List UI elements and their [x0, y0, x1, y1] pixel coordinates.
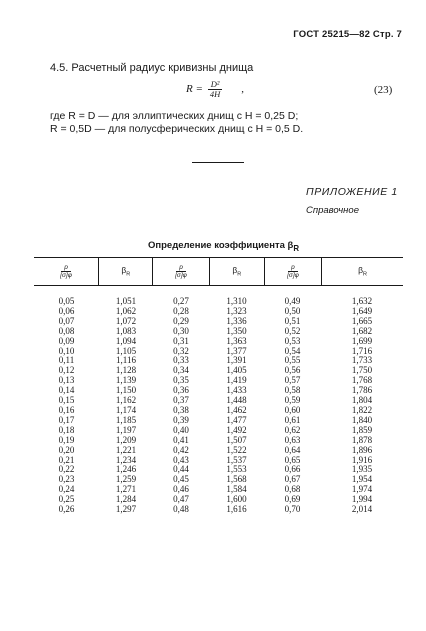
formula	[186, 80, 244, 99]
separator-rule	[192, 162, 244, 163]
appendix-subtitle: Справочное	[306, 205, 359, 216]
p-den: [σ]φ	[287, 272, 299, 279]
table-cell: 1,750	[351, 365, 373, 376]
table-cell: 0,30	[173, 325, 189, 336]
table-cell: 0,48	[173, 504, 189, 515]
table-cell: 1,246	[115, 464, 137, 475]
table-cell: 0,28	[173, 305, 189, 316]
table-cell: 1,682	[351, 325, 373, 336]
table-cell: 0,43	[173, 454, 189, 465]
table-cell: 1,840	[351, 414, 373, 425]
table-cell: 1,584	[226, 484, 247, 495]
header-p-ratio-2	[153, 258, 209, 285]
p-num: p	[176, 264, 186, 272]
table-header	[34, 258, 403, 286]
table-cell: 0,57	[284, 375, 301, 386]
table-cell: 0,08	[58, 325, 75, 336]
p-num: p	[288, 264, 298, 272]
table-cell: 0,58	[284, 385, 301, 396]
table-cell: 0,37	[173, 395, 189, 406]
table-cell: 0,05	[58, 296, 75, 306]
table-cell: 1,336	[226, 315, 247, 326]
table-cell: 1,259	[115, 474, 137, 485]
table-body	[34, 286, 403, 515]
table-cell: 1,448	[226, 395, 247, 406]
table-cell: 0,38	[173, 404, 189, 415]
table-cell: 0,07	[58, 315, 75, 326]
table-cell: 0,41	[173, 434, 189, 445]
formula-fraction	[207, 80, 223, 99]
column-p-1	[34, 297, 99, 515]
table-cell: 0,50	[284, 305, 301, 316]
where-line-2: R = 0,5D — для полусферических днищ с H = 0,5 D.	[50, 123, 304, 135]
header-p-ratio-3	[265, 258, 322, 285]
table-cell: 1,859	[351, 424, 373, 435]
beta-sub: R	[237, 271, 242, 278]
table-title-subscript: R	[293, 243, 300, 253]
coefficient-table	[34, 257, 403, 515]
formula-denominator: 4H	[209, 88, 221, 99]
table-cell: 1,405	[226, 365, 247, 376]
table-cell: 1,350	[226, 325, 247, 336]
table-title-text: Определение коэффициента β	[148, 240, 294, 251]
beta-symbol: β	[358, 265, 363, 276]
beta-symbol: β	[121, 265, 127, 276]
table-cell: 1,284	[115, 494, 137, 505]
table-cell: 1,083	[115, 325, 137, 336]
table-cell: 1,462	[226, 404, 247, 415]
table-cell: 1,768	[351, 375, 373, 386]
table-cell: 0,22	[58, 464, 75, 475]
table-cell: 0,29	[173, 315, 189, 326]
page-header: ГОСТ 25215—82 Стр. 7	[293, 29, 402, 40]
table-cell: 0,53	[284, 335, 301, 346]
beta-sub: R	[126, 271, 131, 278]
table-cell: 1,699	[351, 335, 373, 346]
table-cell: 1,072	[115, 315, 137, 326]
table-cell: 0,63	[284, 434, 301, 445]
table-cell: 1,116	[116, 355, 136, 366]
table-cell: 1,209	[115, 434, 137, 445]
table-cell: 0,40	[173, 424, 189, 435]
table-cell: 0,13	[58, 375, 75, 386]
table-cell: 1,271	[115, 484, 137, 495]
table-cell: 0,55	[284, 355, 301, 366]
table-cell: 1,221	[115, 444, 137, 455]
table-cell: 1,916	[351, 454, 373, 465]
table-cell: 1,391	[226, 355, 247, 366]
p-den: [σ]φ	[60, 272, 72, 279]
header-beta-1	[99, 258, 153, 285]
table-cell: 1,419	[226, 375, 247, 386]
table-cell: 0,36	[173, 385, 189, 396]
table-cell: 0,19	[58, 434, 75, 445]
table-cell: 0,68	[284, 484, 301, 495]
p-den: [σ]φ	[175, 272, 187, 279]
table-cell: 1,786	[351, 385, 373, 396]
table-cell: 0,65	[284, 454, 301, 465]
table-cell: 0,70	[284, 504, 301, 515]
table-cell: 1,162	[115, 395, 137, 406]
table-cell: 1,822	[351, 404, 373, 415]
table-cell: 1,297	[115, 504, 137, 515]
table-cell: 1,150	[115, 385, 137, 396]
table-cell: 0,45	[173, 474, 189, 485]
table-cell: 1,185	[115, 414, 137, 425]
table-cell: 1,649	[351, 305, 373, 316]
formula-lhs: R =	[186, 83, 203, 96]
table-cell: 1,553	[226, 464, 247, 475]
equation-number: (23)	[374, 84, 393, 96]
table-cell: 1,128	[115, 365, 137, 376]
table-cell: 0,14	[58, 385, 75, 396]
table-cell: 1,954	[351, 474, 373, 485]
table-cell: 1,665	[351, 315, 373, 326]
table-cell: 0,59	[284, 395, 301, 406]
table-cell: 1,433	[226, 385, 247, 396]
table-cell: 0,69	[284, 494, 301, 505]
table-cell: 0,16	[58, 404, 75, 415]
table-cell: 1,234	[115, 454, 137, 465]
table-cell: 1,974	[351, 484, 373, 495]
table-cell: 1,197	[115, 424, 137, 435]
table-cell: 1,094	[115, 335, 137, 346]
table-cell: 0,21	[58, 454, 75, 465]
table-cell: 1,174	[115, 404, 137, 415]
table-cell: 1,632	[351, 296, 373, 306]
table-cell: 1,716	[351, 345, 373, 356]
column-p-2	[153, 297, 209, 515]
table-cell: 1,477	[226, 414, 247, 425]
table-cell: 0,56	[284, 365, 301, 376]
table-cell: 0,47	[173, 494, 189, 505]
table-cell: 1,051	[115, 296, 137, 306]
table-cell: 1,935	[351, 464, 373, 475]
table-cell: 1,310	[226, 296, 247, 306]
p-num: p	[61, 264, 71, 272]
formula-tail: ,	[241, 83, 245, 96]
header-beta-3	[322, 258, 403, 285]
column-beta-2	[209, 297, 264, 515]
beta-sub: R	[363, 271, 367, 278]
table-cell: 0,35	[173, 375, 189, 386]
table-cell: 1,507	[226, 434, 247, 445]
table-cell: 0,67	[284, 474, 301, 485]
table-cell: 1,568	[226, 474, 247, 485]
table-cell: 1,105	[115, 345, 137, 356]
table-cell: 1,537	[226, 454, 247, 465]
table-cell: 1,522	[226, 444, 247, 455]
table-cell: 1,616	[226, 504, 247, 515]
formula-numerator: D²	[208, 80, 223, 90]
table-cell: 0,06	[58, 305, 75, 316]
table-cell: 0,34	[173, 365, 189, 376]
table-cell: 0,66	[284, 464, 301, 475]
table-title	[148, 240, 299, 253]
where-line-1: где R = D — для эллиптических днищ с H = 0,25 D;	[50, 110, 299, 122]
table-cell: 0,33	[173, 355, 189, 366]
table-cell: 0,39	[173, 414, 189, 425]
table-cell: 0,27	[173, 296, 189, 306]
appendix-title: ПРИЛОЖЕНИЕ 1	[306, 186, 398, 198]
table-cell: 1,363	[226, 335, 247, 346]
table-cell: 0,26	[58, 504, 75, 515]
column-beta-3	[321, 297, 403, 515]
header-beta-2	[210, 258, 265, 285]
header-p-ratio-1	[34, 258, 99, 285]
column-p-3	[264, 297, 321, 515]
table-cell: 0,17	[58, 414, 75, 425]
table-cell: 0,09	[58, 335, 75, 346]
table-cell: 0,51	[284, 315, 301, 326]
column-beta-1	[99, 297, 153, 515]
table-cell: 0,64	[284, 444, 301, 455]
table-cell: 1,896	[351, 444, 373, 455]
table-cell: 0,31	[173, 335, 189, 346]
table-cell: 0,44	[173, 464, 189, 475]
table-cell: 1,733	[351, 355, 373, 366]
table-cell: 0,24	[58, 484, 75, 495]
table-cell: 1,600	[226, 494, 247, 505]
where-clause	[50, 110, 303, 136]
table-cell: 0,61	[284, 414, 301, 425]
table-cell: 0,20	[58, 444, 75, 455]
table-cell: 1,804	[351, 395, 373, 406]
table-cell: 1,139	[115, 375, 137, 386]
table-cell: 0,11	[58, 355, 75, 366]
table-cell: 0,12	[58, 365, 75, 376]
table-cell: 0,15	[58, 395, 75, 406]
table-cell: 0,60	[284, 404, 301, 415]
table-cell: 0,25	[58, 494, 75, 505]
table-cell: 1,062	[115, 305, 137, 316]
table-cell: 2,014	[351, 504, 373, 515]
table-cell: 1,878	[351, 434, 373, 445]
table-cell: 0,10	[58, 345, 75, 356]
table-cell: 0,42	[173, 444, 189, 455]
table-cell: 0,62	[284, 424, 301, 435]
table-cell: 0,54	[284, 345, 301, 356]
section-title: 4.5. Расчетный радиус кривизны днища	[50, 62, 254, 74]
beta-symbol: β	[232, 265, 238, 276]
table-cell: 1,492	[226, 424, 247, 435]
table-cell: 0,32	[173, 345, 189, 356]
table-cell: 0,46	[173, 484, 189, 495]
table-cell: 0,52	[284, 325, 301, 336]
table-cell: 1,994	[351, 494, 373, 505]
table-cell: 1,323	[226, 305, 247, 316]
table-cell: 0,18	[58, 424, 75, 435]
table-cell: 0,23	[58, 474, 75, 485]
table-cell: 0,49	[284, 296, 301, 306]
table-cell: 1,377	[226, 345, 247, 356]
